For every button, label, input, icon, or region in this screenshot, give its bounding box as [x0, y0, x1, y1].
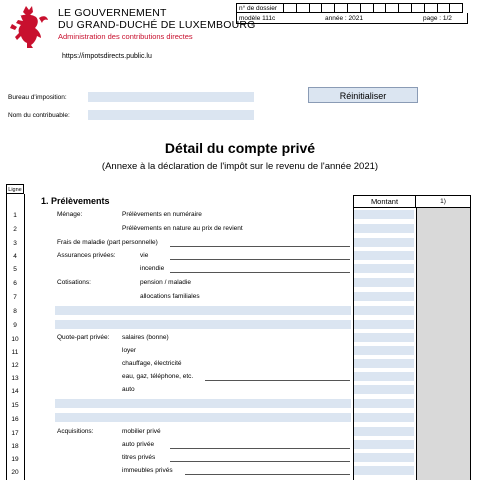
row-item: allocations familiales	[140, 293, 200, 300]
row-category: Frais de maladie (part personnelle)	[57, 239, 158, 246]
row-category: Assurances privées:	[57, 252, 116, 259]
row-item: pension / maladie	[140, 279, 191, 286]
amount-field[interactable]	[354, 264, 414, 273]
contribuable-input[interactable]	[88, 110, 254, 120]
text-line[interactable]	[185, 474, 350, 475]
amount-field[interactable]	[354, 413, 414, 422]
row-item: Prélèvements en nature au prix de revient	[122, 225, 243, 232]
amount-field[interactable]	[354, 333, 414, 342]
row-number: 19	[11, 456, 19, 463]
text-line[interactable]	[170, 272, 350, 273]
luxembourg-red-lion-icon	[6, 4, 50, 50]
form-year: année : 2021	[325, 15, 363, 22]
row-number: 15	[11, 402, 19, 409]
row-number: 16	[11, 416, 19, 423]
amount-field[interactable]	[354, 251, 414, 260]
row-item: immeubles privés	[122, 467, 173, 474]
administration-name: Administration des contributions directes	[58, 32, 193, 41]
dossier-label: n° de dossier	[236, 3, 284, 13]
row-number: 6	[13, 280, 17, 287]
row-number: 9	[13, 322, 17, 329]
website-url: https://impotsdirects.public.lu	[62, 53, 152, 60]
form-model: modèle 111c	[239, 15, 276, 22]
row-item: salaires (bonne)	[122, 334, 169, 341]
row-number: 1	[13, 212, 17, 219]
free-text-field[interactable]	[55, 306, 351, 315]
reset-button[interactable]: Réinitialiser	[308, 87, 418, 103]
row-number: 10	[11, 336, 19, 343]
text-line[interactable]	[170, 461, 350, 462]
row-number: 8	[13, 308, 17, 315]
amount-field[interactable]	[354, 238, 414, 247]
montant-right-border	[416, 208, 417, 480]
amount-field[interactable]	[354, 427, 414, 436]
amount-field[interactable]	[354, 224, 414, 233]
row-number: 11	[11, 349, 19, 356]
amount-field[interactable]	[354, 210, 414, 219]
contribuable-label: Nom du contribuable:	[8, 112, 70, 119]
row-item: eau, gaz, téléphone, etc.	[122, 373, 194, 380]
free-text-field[interactable]	[55, 320, 351, 329]
text-line[interactable]	[170, 246, 350, 247]
form-meta-row	[236, 13, 468, 24]
row-number: 20	[11, 469, 19, 476]
amount-field[interactable]	[354, 453, 414, 462]
row-number: 13	[11, 375, 19, 382]
row-item: loyer	[122, 347, 137, 354]
row-number: 18	[11, 443, 19, 450]
page-number: page : 1/2	[423, 15, 452, 22]
row-category: Quote-part privée:	[57, 334, 110, 341]
row-item: auto	[122, 386, 135, 393]
amount-field[interactable]	[354, 346, 414, 355]
document-title: Détail du compte privé	[164, 140, 316, 156]
row-item: auto privée	[122, 441, 155, 448]
row-number: 2	[13, 226, 17, 233]
free-text-field[interactable]	[55, 413, 351, 422]
row-category: Cotisations:	[57, 279, 91, 286]
amount-field[interactable]	[354, 440, 414, 449]
row-item: chauffage, électricité	[122, 360, 182, 367]
free-text-field[interactable]	[55, 399, 351, 408]
amount-field[interactable]	[354, 359, 414, 368]
row-item: vie	[140, 252, 149, 259]
text-line[interactable]	[170, 448, 350, 449]
column-1-header: 1)	[416, 195, 471, 208]
bureau-input[interactable]	[88, 92, 254, 102]
montant-header: Montant	[353, 195, 416, 208]
amount-field[interactable]	[354, 399, 414, 408]
document-subtitle: (Annexe à la déclaration de l'impôt sur le revenu de l'année 2021)	[101, 161, 379, 172]
row-item: incendie	[140, 265, 165, 272]
row-number: 17	[11, 430, 19, 437]
row-item: titres privés	[122, 454, 156, 461]
row-number: 4	[13, 253, 17, 260]
row-category: Ménage:	[57, 211, 83, 218]
row-item: mobilier privé	[122, 428, 161, 435]
text-line[interactable]	[170, 259, 350, 260]
amount-field[interactable]	[354, 372, 414, 381]
row-number: 7	[13, 294, 17, 301]
row-number: 5	[13, 266, 17, 273]
amount-field[interactable]	[354, 292, 414, 301]
row-number: 3	[13, 240, 17, 247]
row-number: 12	[11, 362, 19, 369]
amount-field[interactable]	[354, 278, 414, 287]
ligne-column-border	[24, 194, 25, 480]
government-line1: LE GOUVERNEMENT	[58, 7, 167, 19]
table-right-border	[470, 195, 471, 480]
amount-field[interactable]	[354, 466, 414, 475]
text-line[interactable]	[205, 380, 350, 381]
government-line2: DU GRAND-DUCHÉ DE LUXEMBOURG	[58, 19, 256, 31]
row-item: Prélèvements en numéraire	[122, 211, 202, 218]
bureau-label: Bureau d'imposition:	[8, 94, 67, 101]
ligne-header: Ligne	[6, 184, 24, 194]
section-title: 1. Prélèvements	[41, 196, 110, 206]
row-number: 14	[11, 388, 19, 395]
gray-column	[417, 208, 471, 480]
dossier-number-cells[interactable]	[284, 3, 463, 13]
amount-field[interactable]	[354, 306, 414, 315]
amount-field[interactable]	[354, 385, 414, 394]
row-category: Acquisitions:	[57, 428, 94, 435]
amount-field[interactable]	[354, 320, 414, 329]
